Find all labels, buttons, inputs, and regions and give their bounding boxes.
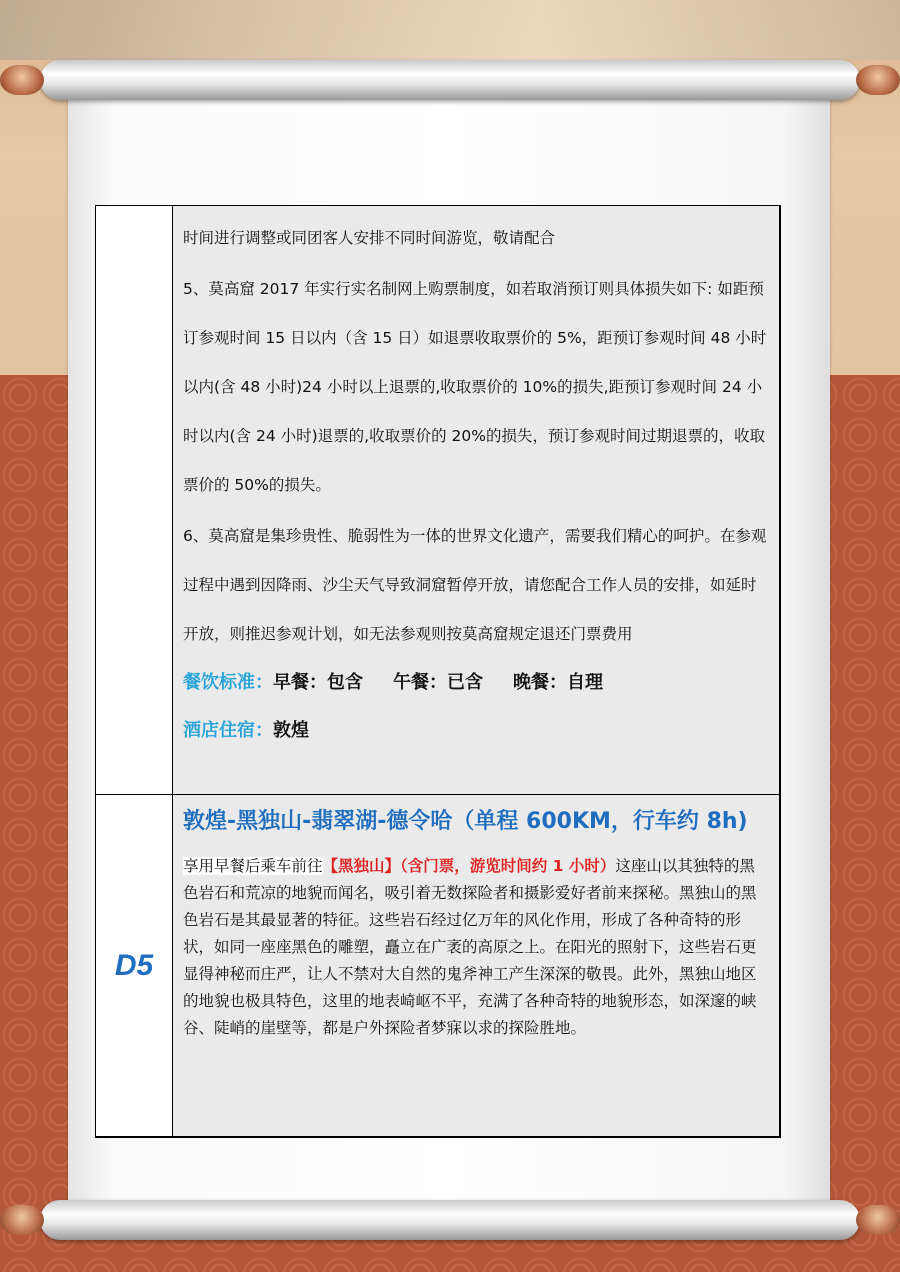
desc-highlight: 【黑独山】（含门票，游览时间约 1 小时） [322, 857, 616, 875]
roller-knob-icon [856, 65, 900, 95]
roller-knob-icon [0, 1205, 44, 1235]
hotel-label: 酒店住宿： [183, 720, 273, 741]
meal-label: 餐饮标准： [183, 672, 273, 693]
scroll-roller-bottom [40, 1200, 860, 1240]
day5-description [183, 853, 769, 1042]
hotel-info [183, 707, 769, 755]
day-cell-d5 [95, 794, 173, 1137]
notice-5: 5、莫高窟 2017 年实行实名制网上购票制度，如若取消预订则具体损失如下: 如距预订参观时间 15 日以内（含 15 日）如退票收取票价的 5%，距预订参观时间 48 小时以内(含 48 小时)24 小时以上退票的,收取票价的 10%的损失,距预订参观时间 24 小时以内(含 24 小时)退票的,收取票价的 20%的损失，预订参观时间过期退票的，收取票价的 50%的损失。 [183, 280, 767, 494]
route-title: 敦煌-黑独山-翡翠湖-德令哈（单程 600KM，行车约 8h) [183, 809, 748, 834]
background-top-decor [0, 0, 900, 60]
day5-content [172, 794, 780, 1137]
meal-standard [183, 659, 769, 707]
day4-content [172, 205, 780, 795]
scroll-roller-top [40, 60, 860, 100]
meal-dinner: 晚餐：自理 [513, 672, 603, 693]
hotel-value: 敦煌 [273, 720, 309, 741]
meal-lunch: 午餐：已含 [393, 672, 483, 693]
itinerary-table [95, 205, 781, 1138]
roller-knob-icon [856, 1205, 900, 1235]
notice-6: 6、莫高窟是集珍贵性、脆弱性为一体的世界文化遗产，需要我们精心的呵护。在参观过程中遇到因降雨、沙尘天气导致洞窟暂停开放，请您配合工作人员的安排，如延时开放，则推迟参观计划，如无法参观则按莫高窟规定退还门票费用 [183, 527, 767, 643]
desc-body: 这座山以其独特的黑色岩石和荒凉的地貌而闻名，吸引着无数探险者和摄影爱好者前来探秘。黑独山的黑色岩石是其最显著的特征。这些岩石经过亿万年的风化作用，形成了各种奇特的形状，如同一座座黑色的雕塑，矗立在广袤的高原之上。在阳光的照射下，这些岩石更显得神秘而庄严，让人不禁对大自然的鬼斧神工产生深深的敬畏。此外，黑独山地区的地貌也极具特色，这里的地表崎岖不平，充满了各种奇特的地貌形态，如深邃的峡谷、陡峭的崖壁等，都是户外探险者梦寐以求的探险胜地。 [183, 857, 757, 1037]
meal-breakfast: 早餐：包含 [273, 672, 363, 693]
roller-knob-icon [0, 65, 44, 95]
notice-continuation: 时间进行调整或同团客人安排不同时间游览，敬请配合 [183, 229, 556, 247]
day-label-d5: D5 [114, 948, 154, 982]
day-cell-d4 [95, 205, 173, 795]
desc-lead: 享用早餐后乘车前往 [183, 857, 323, 875]
